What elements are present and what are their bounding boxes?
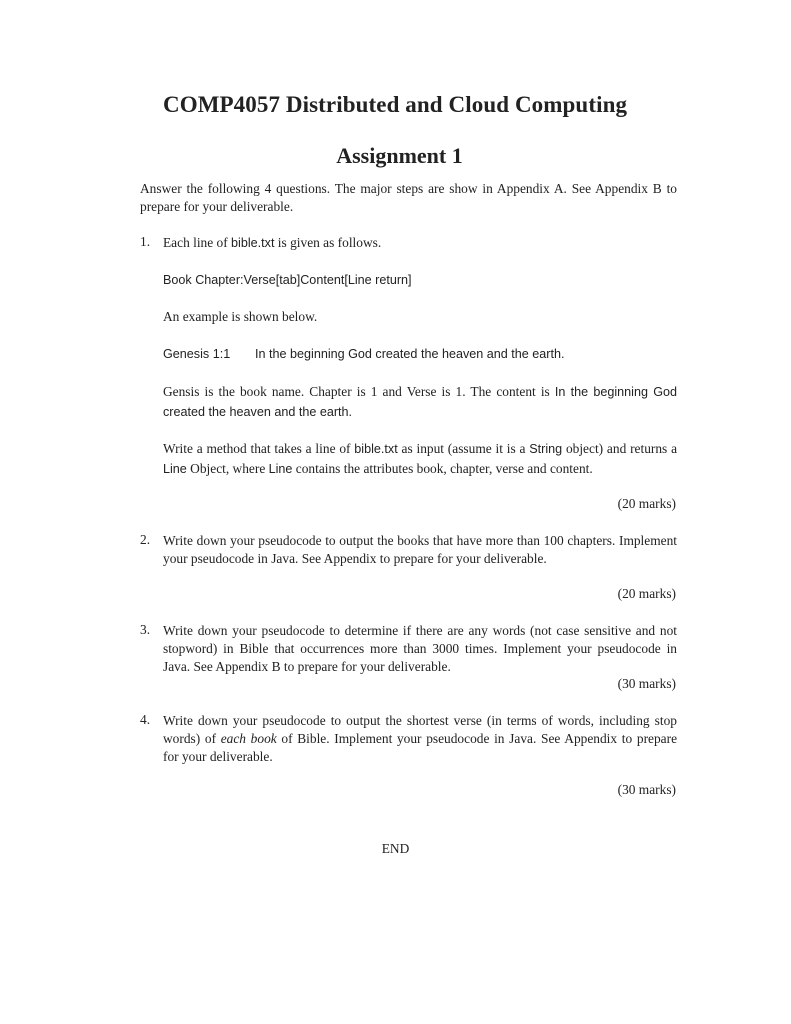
question-1-intro (163, 234, 381, 252)
question-4-marks: (30 marks) (617, 782, 676, 797)
document-title: COMP4057 Distributed and Cloud Computing (163, 92, 628, 117)
q4-emphasis: each book (220, 731, 277, 746)
question-1-task (163, 439, 677, 479)
example-intro: An example is shown below. (163, 309, 318, 324)
question-2-number: 2. (140, 532, 151, 547)
question-2-text: Write down your pseudocode to output the books that have more than 100 chapters. Implement your pseudocode in Java. See Appendix to prepare for your deliverable. (163, 533, 677, 566)
q1-intro-text-c: is given as follows. (274, 235, 382, 250)
task-text-c: as input (assume it is a (397, 441, 530, 456)
q1-filename: bible.txt (231, 236, 275, 250)
example-explanation (163, 382, 677, 422)
question-3-number: 3. (140, 622, 151, 637)
task-text-e: object) and returns a (562, 441, 678, 456)
task-string-type: String (529, 442, 563, 456)
task-filename: bible.txt (354, 442, 398, 456)
subtitle-text: Assignment 1 (336, 143, 463, 168)
question-3-marks: (30 marks) (617, 676, 676, 691)
end-text: END (381, 841, 410, 856)
q4-text-a: Write down your pseudocode to output the shortest verse (in terms of words, including stop words) of (163, 713, 677, 746)
q1-intro-text-a: Each line of (163, 235, 232, 250)
task-line-type: Line (163, 462, 187, 476)
question-4-number: 4. (140, 712, 151, 727)
task-text-i: contains the attributes book, chapter, verse and content. (292, 461, 593, 476)
task-text-a: Write a method that takes a line of (163, 441, 355, 456)
end-marker (0, 841, 791, 857)
q4-text-c: of Bible. Implement your pseudocode in Java. See Appendix to prepare for your deliverable. (163, 731, 678, 764)
question-4-text (163, 712, 677, 766)
task-text-g: Object, where (186, 461, 269, 476)
document-subtitle (0, 143, 791, 169)
task-line-type-2: Line (268, 462, 293, 476)
intro-paragraph: Answer the following 4 questions. The major steps are show in Appendix A. See Appendix B to prepare for your deliverable. (140, 181, 677, 214)
explanation-text: Gensis is the book name. Chapter is 1 and Verse is 1. The content is (163, 384, 555, 399)
question-3-text: Write down your pseudocode to determine if there are any words (not case sensitive and not stopword) in Bible that occurrences more than 3000 times. Implement your pseudocode in Java. See Appendix B to prepare for your deliverable. (163, 623, 677, 674)
example-content: In the beginning God created the heaven and the earth. (255, 347, 565, 361)
line-format: Book Chapter:Verse[tab]Content[Line return] (163, 273, 412, 287)
question-2-marks: (20 marks) (617, 586, 676, 601)
example-reference: Genesis 1:1 (163, 347, 231, 361)
explanation-content: In the beginning God created the heaven and the earth. (163, 385, 677, 419)
question-1-marks: (20 marks) (617, 496, 676, 511)
question-1-number: 1. (140, 234, 151, 249)
